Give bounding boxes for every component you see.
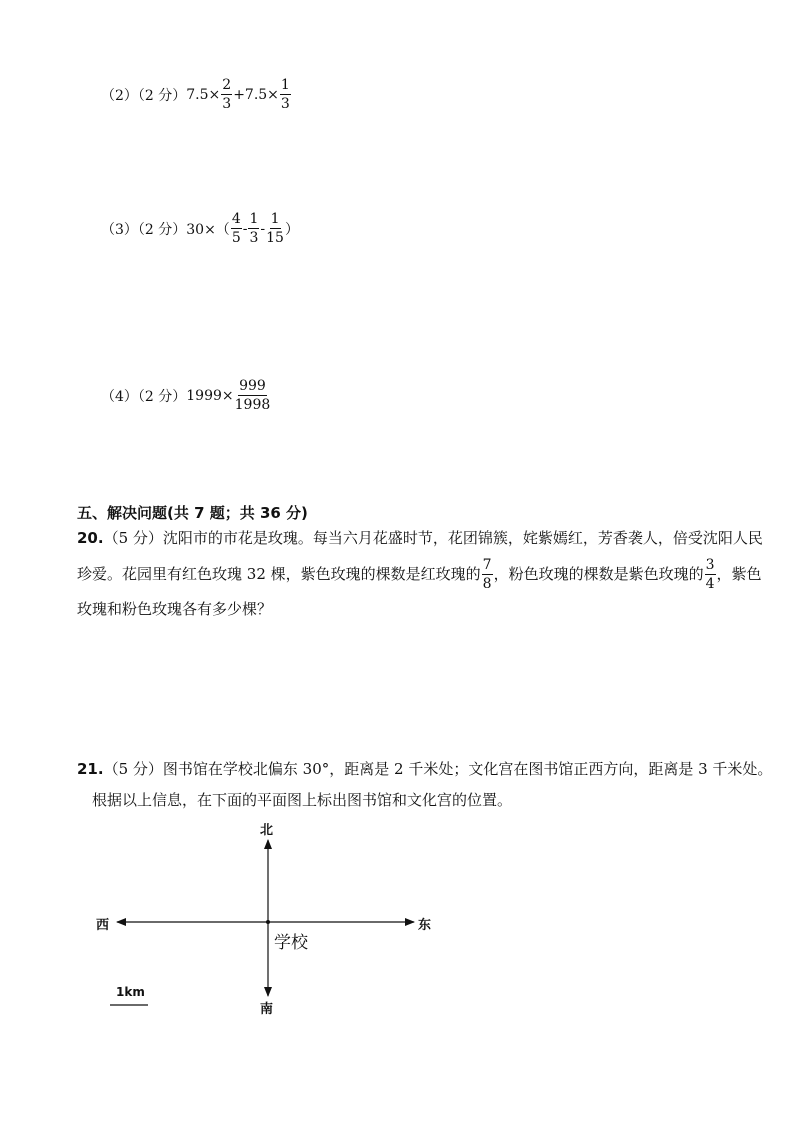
expression-text: 30×（ (186, 221, 230, 238)
question-number: 21. (77, 760, 104, 778)
operator: - (260, 220, 266, 237)
section-heading: 五、解决问题(共 7 题；共 36 分) (77, 504, 308, 522)
question-text: （5 分）沈阳市的市花是玫瑰。每当六月花盛时节，花团锦簇，姹紫嫣红，芳香袭人，倍受沈阳人民 (103, 529, 763, 547)
school-point (266, 920, 270, 924)
question-text: ，紫色 (716, 564, 762, 583)
fraction: $\frac{2}{3}$ (222, 77, 232, 112)
scale-label: 1km (116, 985, 145, 999)
east-label: 东 (418, 918, 432, 933)
expression-text: 1999× (186, 387, 234, 404)
expression-text: ） (284, 221, 299, 238)
fraction: $\frac{3}{4}$ (705, 556, 715, 592)
fraction: $\frac{7}{8}$ (482, 556, 492, 592)
item-label: （2）（2 分） (101, 87, 187, 104)
north-label: 北 (260, 823, 274, 838)
fraction: $\frac{1}{3}$ (280, 77, 290, 112)
expression-text: +7.5× (233, 86, 279, 103)
question-text: 珍爱。花园里有红色玫瑰 32 棵，紫色玫瑰的棵数是红玫瑰的 (77, 564, 481, 583)
school-label: 学校 (274, 933, 308, 953)
question-text: （5 分）图书馆在学校北偏东 30°，距离是 2 千米处；文化宫在图书馆正西方向，距离是 3 千米处。 (103, 760, 773, 778)
fraction: $\frac{999}{1998}$ (234, 378, 271, 413)
fraction: $\frac{4}{5}$ (231, 211, 241, 246)
south-label: 南 (260, 1002, 274, 1017)
fraction: $\frac{1}{3}$ (249, 211, 259, 246)
fraction: $\frac{1}{15}$ (266, 211, 284, 246)
question-text: 玫瑰和粉色玫瑰各有多少棵？ (77, 600, 273, 618)
operator: - (242, 220, 248, 237)
west-label: 西 (96, 918, 110, 933)
item-label: （3）（2 分） (101, 221, 187, 238)
question-text: 根据以上信息，在下面的平面图上标出图书馆和文化宫的位置。 (92, 791, 513, 809)
question-number: 20. (77, 529, 104, 547)
item-label: （4）（2 分） (101, 388, 187, 405)
expression-text: 7.5× (186, 86, 221, 103)
question-text: ，粉色玫瑰的棵数是紫色玫瑰的 (493, 564, 704, 583)
